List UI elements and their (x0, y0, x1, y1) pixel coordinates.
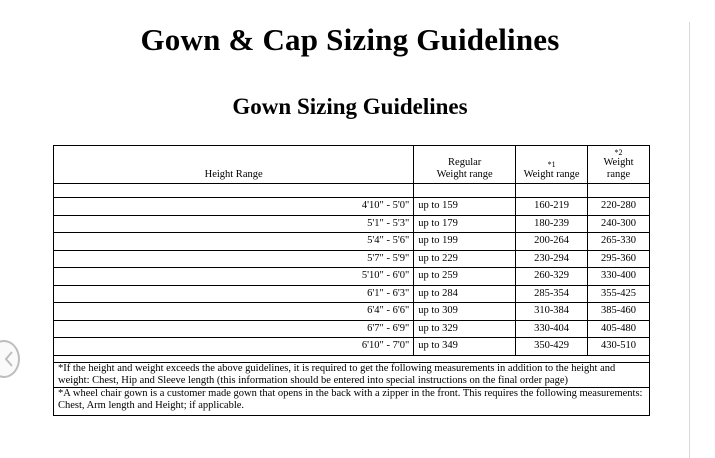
height-cell: 6'7" - 6'9" (54, 320, 414, 338)
page-edge-divider (689, 22, 690, 458)
weight-range-2-cell: 405-480 (588, 320, 650, 338)
weight-range-2-cell: 220-280 (588, 198, 650, 216)
table-row (54, 215, 650, 233)
regular-weight-cell: up to 199 (414, 233, 516, 251)
regular-weight-cell: up to 159 (414, 198, 516, 216)
footnote-row (54, 362, 650, 387)
height-cell: 6'1" - 6'3" (54, 285, 414, 303)
header-weight-range-1: *1 Weight range (516, 146, 588, 184)
regular-weight-cell: up to 329 (414, 320, 516, 338)
weight-range-2-cell: 355-425 (588, 285, 650, 303)
gown-sizing-table (53, 145, 650, 416)
weight-range-2-cell: 430-510 (588, 338, 650, 356)
weight-range-2-cell: 385-460 (588, 303, 650, 321)
page-title: Gown & Cap Sizing Guidelines (140, 22, 560, 57)
height-cell: 6'4" - 6'6" (54, 303, 414, 321)
wheelchair-footnote: *A wheel chair gown is a customer made gown that opens in the back with a zipper in the front. This requires the following measurements: Chest, Arm length and Height; if applicable. (54, 387, 650, 415)
regular-weight-cell: up to 284 (414, 285, 516, 303)
height-cell: 5'7" - 5'9" (54, 250, 414, 268)
table-row (54, 233, 650, 251)
weight-range-2-cell: 295-360 (588, 250, 650, 268)
table-header-row (54, 146, 650, 184)
regular-weight-cell: up to 309 (414, 303, 516, 321)
table-row (54, 320, 650, 338)
table-row (54, 268, 650, 286)
weight-range-1-cell: 330-404 (516, 320, 588, 338)
weight-range-1-cell: 200-264 (516, 233, 588, 251)
table-row (54, 198, 650, 216)
weight-range-2-cell: 330-400 (588, 268, 650, 286)
footnote-row (54, 387, 650, 415)
table-spacer-row (54, 355, 650, 362)
table-row (54, 285, 650, 303)
table-row (54, 338, 650, 356)
height-cell: 5'4" - 5'6" (54, 233, 414, 251)
weight-range-2-cell: 240-300 (588, 215, 650, 233)
weight-range-1-cell: 350-429 (516, 338, 588, 356)
regular-weight-cell: up to 259 (414, 268, 516, 286)
weight-range-1-cell: 285-354 (516, 285, 588, 303)
weight-range-1-cell: 260-329 (516, 268, 588, 286)
regular-weight-cell: up to 179 (414, 215, 516, 233)
header-regular-weight: Regular Weight range (414, 146, 516, 184)
header-height-range: Height Range (54, 146, 414, 184)
weight-range-2-cell: 265-330 (588, 233, 650, 251)
table-spacer-row (54, 184, 650, 198)
height-cell: 6'10" - 7'0" (54, 338, 414, 356)
weight-range-1-cell: 230-294 (516, 250, 588, 268)
weight-range-1-cell: 160-219 (516, 198, 588, 216)
regular-weight-cell: up to 229 (414, 250, 516, 268)
table-row (54, 303, 650, 321)
previous-page-button[interactable] (0, 340, 20, 378)
height-cell: 4'10" - 5'0" (54, 198, 414, 216)
weight-range-1-cell: 310-384 (516, 303, 588, 321)
height-cell: 5'10" - 6'0" (54, 268, 414, 286)
height-cell: 5'1" - 5'3" (54, 215, 414, 233)
weight-range-1-cell: 180-239 (516, 215, 588, 233)
header-weight-range-2: *2 Weight range (588, 146, 650, 184)
section-title: Gown Sizing Guidelines (232, 94, 468, 119)
regular-weight-cell: up to 349 (414, 338, 516, 356)
chevron-left-icon (4, 351, 14, 367)
table-row (54, 250, 650, 268)
oversize-footnote: *If the height and weight exceeds the above guidelines, it is required to get the following measurements in addition to the height and weight: Chest, Hip and Sleeve length (this information should be entered into special instructions on the final order page) (54, 362, 650, 387)
